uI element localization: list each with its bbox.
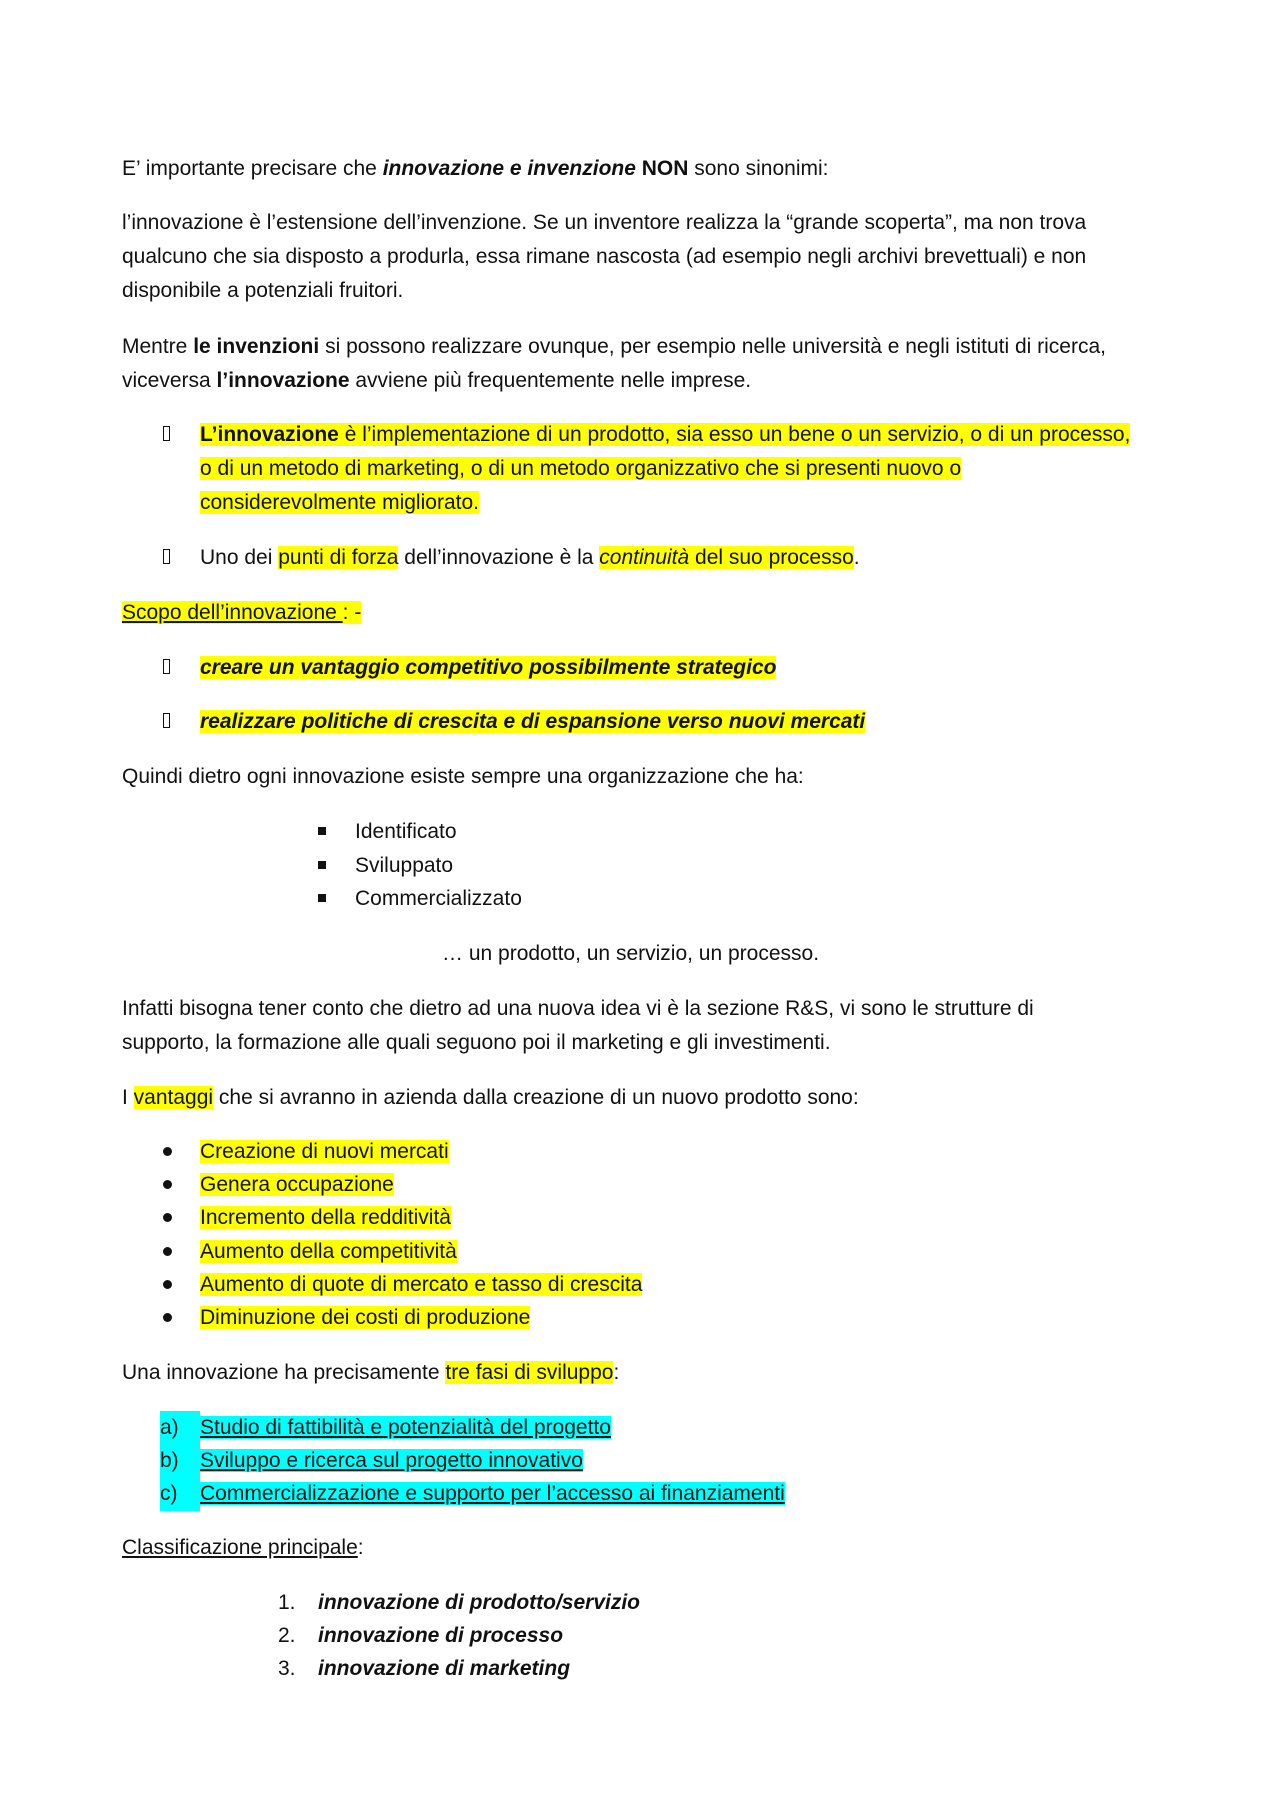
- where-paragraph: [122, 330, 1162, 398]
- phases-colon: :: [613, 1361, 620, 1384]
- advantages-highlight: vantaggi: [133, 1086, 214, 1109]
- scope-item-1: [200, 651, 776, 685]
- definition-line-3: considerevolmente migliorato.: [200, 491, 479, 514]
- invention-paragraph: [122, 206, 1162, 308]
- phase-item: [160, 1477, 785, 1511]
- phase-marker: a): [160, 1411, 200, 1445]
- classification-heading-text: Classificazione principale: [122, 1536, 358, 1559]
- bullet-box-icon: [163, 713, 170, 728]
- where-text-3: viceversa: [122, 369, 217, 392]
- classification-marker: 1.: [278, 1591, 296, 1614]
- scope-item-text: creare un vantaggio competitivo possibilmente strategico: [200, 656, 777, 679]
- invention-line-2: qualcuno che sia disposto a produrla, essa rimane nascosta (ad esempio negli archivi brevettuali) e non: [122, 245, 1087, 268]
- classification-text: innovazione di prodotto/servizio: [318, 1591, 641, 1614]
- org-item: Sviluppato: [355, 854, 454, 877]
- square-bullet-icon: [318, 827, 326, 835]
- phases-highlight: tre fasi di sviluppo: [445, 1361, 614, 1384]
- advantage-item: [200, 1168, 394, 1202]
- square-bullet-icon: [318, 861, 326, 869]
- where-line-1: [122, 330, 1162, 364]
- where-text-4: avviene più frequentemente nelle imprese.: [349, 369, 752, 392]
- continuity-italic: continuità: [599, 546, 690, 569]
- adv-text: I: [122, 1086, 134, 1109]
- bullet-box-icon: [163, 659, 170, 674]
- classification-heading: [122, 1531, 364, 1565]
- advantage-item: [200, 1235, 457, 1269]
- classification-marker: 3.: [278, 1657, 296, 1680]
- phase-item: [160, 1444, 583, 1478]
- classification-item: [318, 1619, 563, 1653]
- intro-text: E’ importante precisare che: [122, 157, 383, 180]
- bullet-dot-icon: [163, 1147, 172, 1156]
- where-bold-innovation: l’innovazione: [216, 369, 350, 392]
- scope-item-text: realizzare politiche di crescita e di espansione verso nuovi mercati: [200, 710, 866, 733]
- scope-item-2: [200, 705, 865, 739]
- strength-period: .: [853, 546, 860, 569]
- classification-item: [318, 1652, 570, 1686]
- org-tail: … un prodotto, un servizio, un processo.: [442, 942, 820, 965]
- bullet-box-icon: [163, 426, 170, 441]
- phase-marker: c): [160, 1477, 200, 1511]
- advantage-item: [200, 1268, 642, 1302]
- rs-line-1: Infatti bisogna tener conto che dietro ad una nuova idea vi è la sezione R&S, vi sono le strutture di: [122, 997, 1034, 1020]
- strength-text: Uno dei: [200, 546, 279, 569]
- definition-bold: L’innovazione: [200, 423, 339, 446]
- intro-emphasis: innovazione e invenzione: [382, 157, 636, 180]
- classification-item: [318, 1586, 640, 1620]
- square-bullet-icon: [318, 894, 326, 902]
- where-text: Mentre: [122, 335, 194, 358]
- scope-heading: [122, 596, 361, 630]
- org-item: Commercializzato: [355, 887, 522, 910]
- bullet-dot-icon: [163, 1280, 172, 1289]
- bullet-box-icon: [163, 549, 170, 564]
- scope-heading-tail: : -: [342, 601, 362, 624]
- org-item: Identificato: [355, 820, 457, 843]
- where-line-2: [122, 364, 1162, 398]
- where-text-2: si possono realizzare ovunque, per esempio nelle università e negli istituti di ricerca,: [319, 335, 1106, 358]
- intro-text-end: sono sinonimi:: [688, 157, 829, 180]
- advantage-text: Diminuzione dei costi di produzione: [200, 1306, 531, 1329]
- bullet-dot-icon: [163, 1247, 172, 1256]
- phases-intro: [122, 1356, 619, 1390]
- classification-text: innovazione di processo: [318, 1624, 564, 1647]
- bullet-dot-icon: [163, 1213, 172, 1222]
- where-bold-inventions: le invenzioni: [193, 335, 320, 358]
- phase-marker: b): [160, 1444, 200, 1478]
- advantage-item: [200, 1135, 449, 1169]
- intro-paragraph: [122, 152, 1162, 186]
- adv-text-2: che si avranno in azienda dalla creazione di un nuovo prodotto sono:: [213, 1086, 859, 1109]
- phase-text: Commercializzazione e supporto per l’accesso ai finanziamenti: [200, 1482, 785, 1505]
- definition-line-1: è l’implementazione di un prodotto, sia esso un bene o un servizio, o di un processo,: [338, 423, 1131, 446]
- intro-non: NON: [635, 157, 689, 180]
- strength-highlight: punti di forza: [278, 546, 399, 569]
- advantage-item: [200, 1301, 530, 1335]
- definition-item-2: [200, 541, 860, 575]
- invention-line-1: l’innovazione è l’estensione dell’invenzione. Se un inventore realizza la “grande scoperta”, ma non trova: [122, 211, 1087, 234]
- bullet-dot-icon: [163, 1180, 172, 1189]
- advantage-text: Aumento di quote di mercato e tasso di crescita: [200, 1273, 643, 1296]
- advantages-intro: [122, 1081, 859, 1115]
- strength-highlight-2: del suo processo: [689, 546, 854, 569]
- scope-heading-text: Scopo dell’innovazione: [122, 601, 343, 624]
- phase-text: Sviluppo e ricerca sul progetto innovativo: [200, 1449, 583, 1472]
- classification-colon: :: [357, 1536, 364, 1559]
- phases-text: Una innovazione ha precisamente: [122, 1361, 446, 1384]
- rs-line-2: supporto, la formazione alle quali seguono poi il marketing e gli investimenti.: [122, 1031, 831, 1054]
- advantage-item: [200, 1201, 451, 1235]
- advantage-text: Incremento della redditività: [200, 1206, 451, 1229]
- definition-item-1: [200, 418, 1130, 520]
- phase-text: Studio di fattibilità e potenzialità del progetto: [200, 1416, 611, 1439]
- strength-text-2: dell’innovazione è la: [398, 546, 600, 569]
- rs-paragraph: [122, 992, 1162, 1060]
- advantage-text: Aumento della competitività: [200, 1240, 457, 1263]
- org-intro: Quindi dietro ogni innovazione esiste sempre una organizzazione che ha:: [122, 765, 804, 788]
- definition-line-2: o di un metodo di marketing, o di un metodo organizzativo che si presenti nuovo o: [200, 457, 962, 480]
- invention-line-3: disponibile a potenziali fruitori.: [122, 279, 404, 302]
- bullet-dot-icon: [163, 1313, 172, 1322]
- phase-item: [160, 1411, 611, 1445]
- classification-text: innovazione di marketing: [318, 1657, 571, 1680]
- advantage-text: Genera occupazione: [200, 1173, 394, 1196]
- classification-marker: 2.: [278, 1624, 296, 1647]
- advantage-text: Creazione di nuovi mercati: [200, 1140, 449, 1163]
